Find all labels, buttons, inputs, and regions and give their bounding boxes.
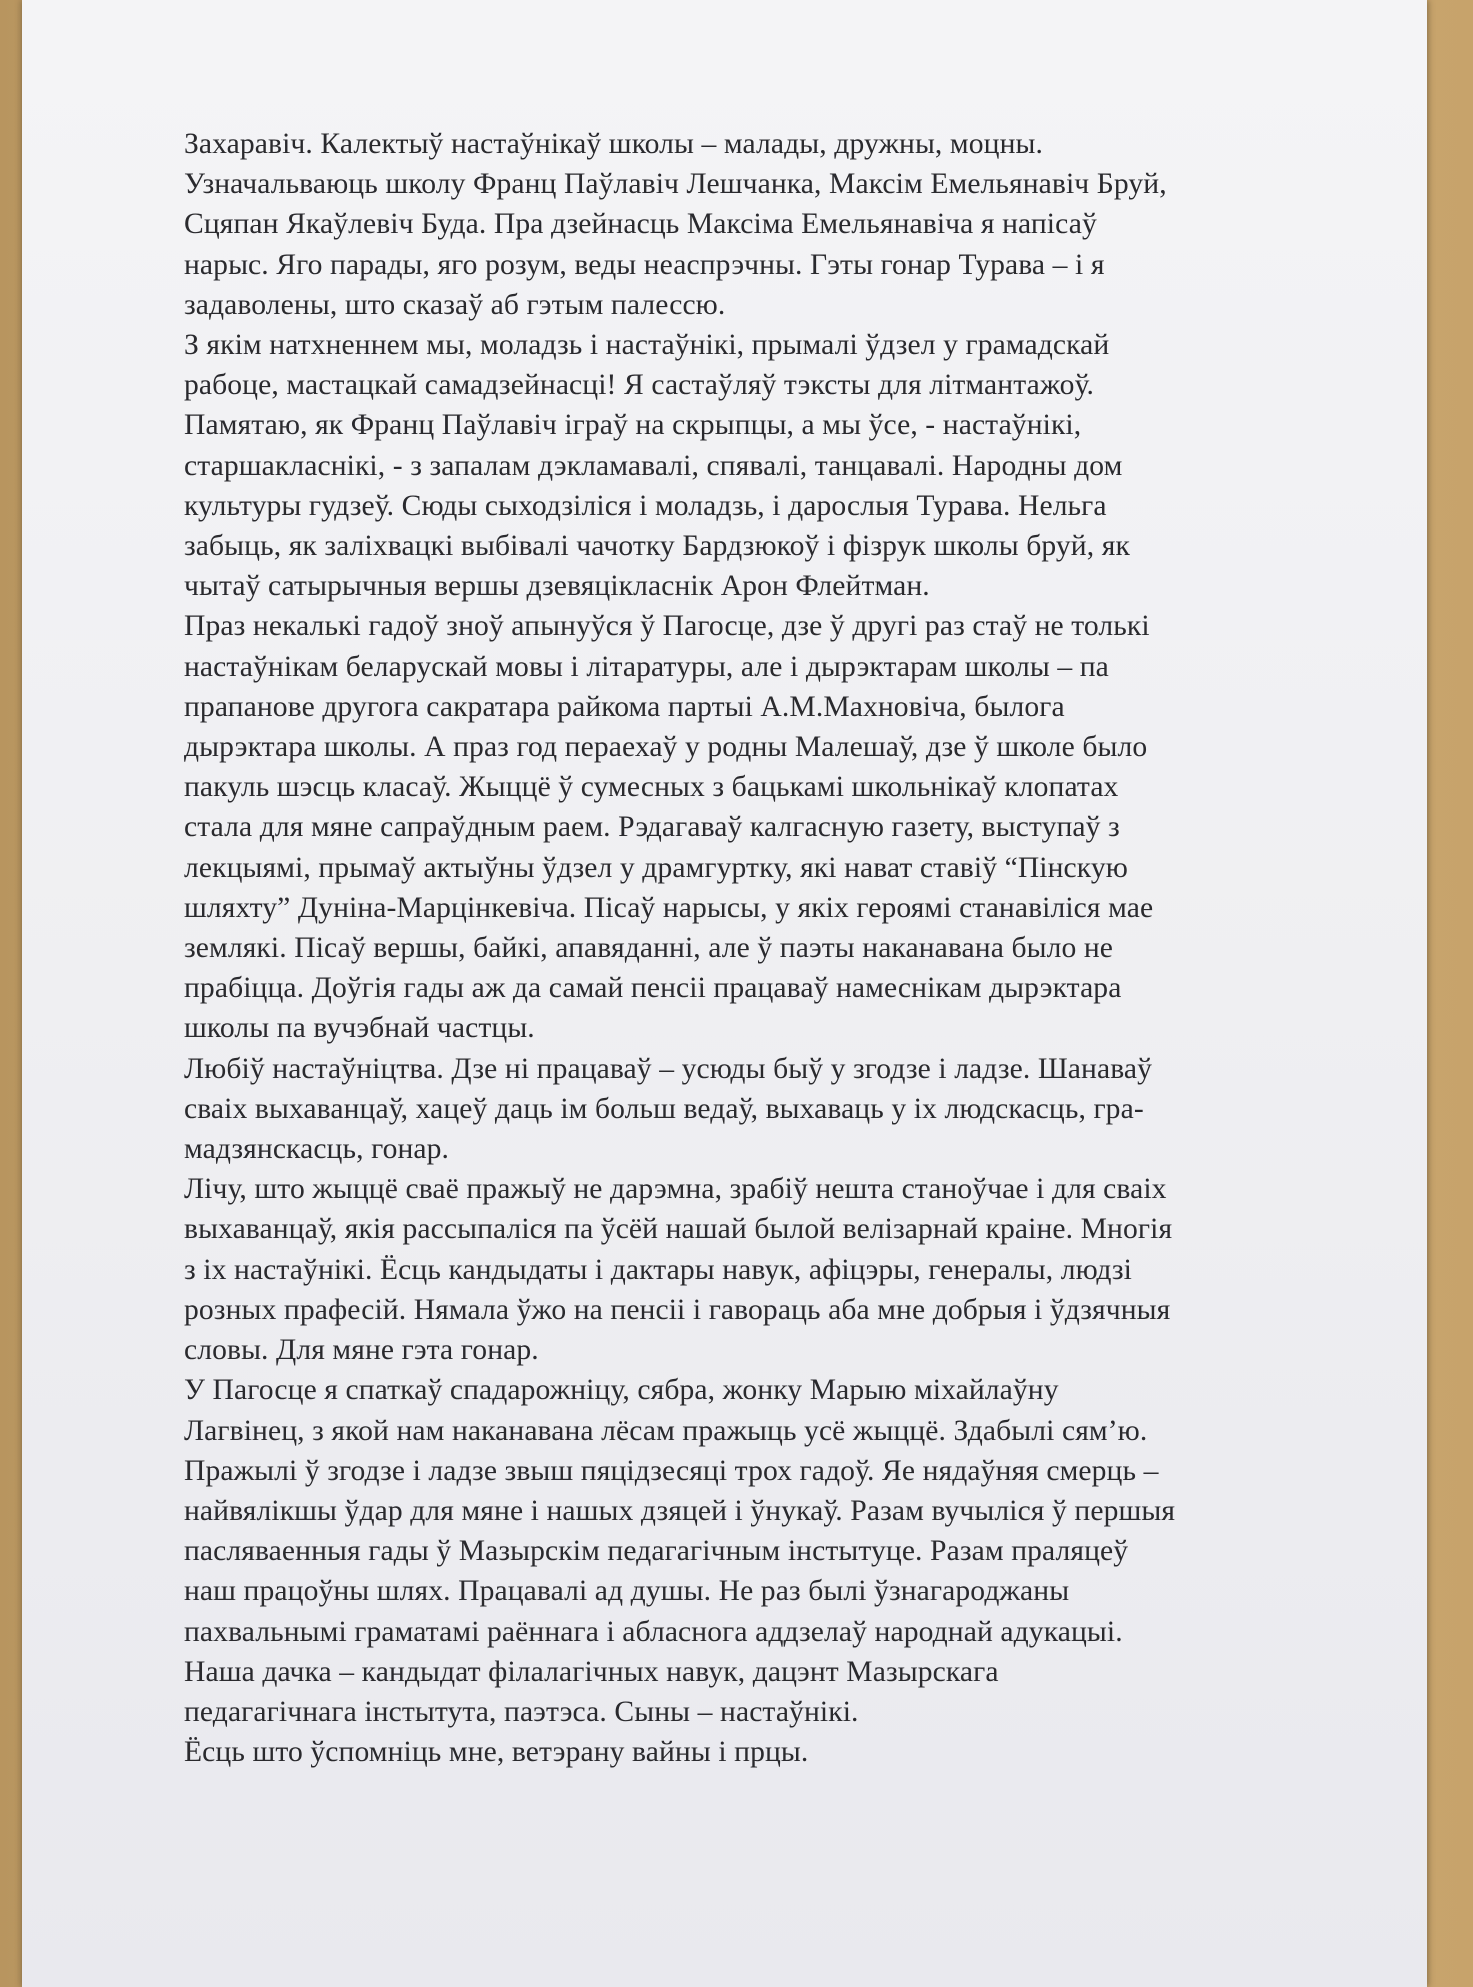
text-line: Памятаю, як Франц Паўлавіч іграў на скрыпцы, а мы ўсе, - настаўнікі, (184, 409, 1082, 442)
text-line: Ёсць што ўспомніць мне, ветэрану вайны і прцы. (184, 1736, 809, 1769)
text-line: розных прафесій. Нямала ўжо на пенсіі і гавораць аба мне добрыя і ўдзячныя (184, 1293, 1171, 1326)
text-line: старшакласнікі, - з запалам дэкламавалі, спявалі, танцавалі. Народны дом (184, 449, 1123, 482)
text-line: Лічу, што жыццё сваё пражыў не дарэмна, зрабіў нешта станоўчае і для сваіх (184, 1173, 1167, 1206)
text-line: чытаў сатырычныя вершы дзевяцікласнік Арон Флейтман. (184, 570, 930, 603)
text-line: З якім натхненнем мы, моладзь і настаўнікі, прымалі ўдзел у грамадскай (184, 329, 1110, 362)
text-line: шляхту” Дуніна-Марцінкевіча. Пісаў нарысы, у якіх героямі станавіліся мае (184, 891, 1154, 924)
text-line: землякі. Пісаў вершы, байкі, апавяданні, але ў паэты наканавана было не (184, 932, 1114, 965)
text-line: выхаванцаў, якія рассыпаліся па ўсёй нашай былой велізарнай краіне. Многія (184, 1213, 1173, 1246)
text-line: забыць, як заліхвацкі выбівалі чачотку Бардзюкоў і фізрук школы бруй, як (184, 530, 1130, 563)
text-line: сваіх выхаванцаў, хацеў даць ім больш ведаў, выхаваць у іх людскасць, гра- (184, 1092, 1144, 1125)
text-line: нарыс. Яго парады, яго розум, веды неаспрэчны. Гэты гонар Турава – і я (184, 248, 1105, 281)
text-line: пасляваенныя гады ў Мазырскім педагагічным інстытуце. Разам праляцеў (184, 1535, 1129, 1568)
text-line: рабоце, мастацкай самадзейнасці! Я састаўляў тэксты для літмантажоў. (184, 369, 1095, 402)
text-line: педагагічнага інстытута, паэтэса. Сыны – настаўнікі. (184, 1695, 859, 1728)
text-line: Захаравіч. Калектыў настаўнікаў школы – малады, дружны, моцны. (184, 128, 1043, 160)
text-line: мадзянскасць, гонар. (184, 1133, 450, 1166)
text-line: Пражылі ў згодзе і ладзе звыш пяцідзесяці трох гадоў. Яе нядаўняя смерць – (184, 1454, 1159, 1487)
text-line: прапанове другога сакратара райкома партыі А.М.Махновіча, былога (184, 690, 1065, 723)
text-line: Любіў настаўніцтва. Дзе ні працаваў – усюды быў у згодзе і ладзе. Шанаваў (184, 1052, 1153, 1085)
text-line: лекцыямі, прымаў актыўны ўдзел у драмгуртку, які нават ставіў “Пінскую (184, 851, 1128, 884)
text-line: найвялікшы ўдар для мяне і нашых дзяцей і ўнукаў. Разам вучыліся ў першыя (184, 1494, 1176, 1527)
text-line: пахвальнымі граматамі раённага і абласнога аддзелаў народнай адукацыі. (184, 1615, 1123, 1648)
text-line: настаўнікам беларускай мовы і літаратуры, але і дырэктарам школы – па (184, 650, 1109, 683)
text-line: словы. Для мяне гэта гонар. (184, 1334, 539, 1367)
text-line: Лагвінец, з якой нам наканавана лёсам пражыць усё жыццё. Здабылі сям’ю. (184, 1414, 1148, 1447)
text-line: пакуль шэсць класаў. Жыццё ў сумесных з бацькамі школьнікаў клопатах (184, 771, 1119, 804)
text-line: наш працоўны шлях. Працавалі ад душы. Не раз былі ўзнагароджаны (184, 1575, 1070, 1608)
text-line: прабіцца. Доўгія гады аж да самай пенсіі працаваў намеснікам дырэктара (184, 972, 1122, 1005)
text-line: культуры гудзеў. Сюды сыходзіліся і моладзь, і дарослыя Турава. Нельга (184, 489, 1107, 522)
text-line: стала для мяне сапраўдным раем. Рэдагаваў калгасную газету, выступаў з (184, 811, 1120, 844)
text-line: дырэктара школы. А праз год пераехаў у родны Малешаў, дзе ў школе было (184, 731, 1148, 764)
text-line: задаволены, што сказаў аб гэтым палессю. (184, 288, 726, 321)
text-line: Праз некалькі гадоў зноў апынуўся ў Пагосце, дзе ў другі раз стаў не толькі (184, 610, 1150, 643)
text-line: Узначальваюць школу Франц Паўлавіч Лешчанка, Максім Емельянавіч Бруй, (184, 168, 1167, 201)
text-line: Наша дачка – кандыдат філалагічных навук, дацэнт Мазырскага (184, 1655, 999, 1688)
text-line: з іх настаўнікі. Ёсць кандыдаты і дактары навук, афіцэры, генералы, людзі (184, 1253, 1132, 1286)
text-line: У Пагосце я спаткаў спадарожніцу, сябра, жонку Марыю міхайлаўну (184, 1374, 1059, 1407)
page-text (184, 124, 1414, 1772)
text-line: Сцяпан Якаўлевіч Буда. Пра дзейнасць Максіма Емельянавіча я напісаў (184, 208, 1097, 241)
text-line: школы па вучэбнай частцы. (184, 1012, 535, 1045)
paper-sheet (22, 0, 1427, 1987)
